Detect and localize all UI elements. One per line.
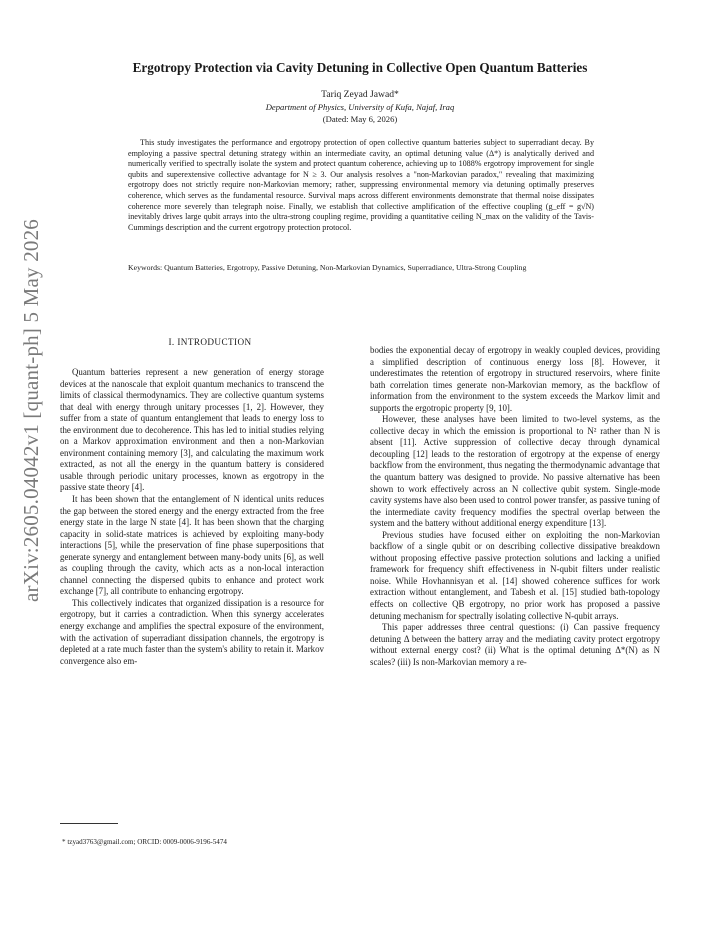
section-heading-introduction: I. INTRODUCTION bbox=[168, 337, 252, 347]
paragraph: This collectively indicates that organized dissipation is a resource for ergotropy, but it carries a contradiction. When this synergy accelerates energy exchange and amplifies the spectral exposure of the environment, with the activation of superradiant dissipation channels, the ergotropy is depleted at a rate much faster than the system's ability to retain it. Markov convergence also em- bbox=[60, 597, 324, 666]
date-line: (Dated: May 6, 2026) bbox=[322, 114, 398, 124]
paragraph: It has been shown that the entanglement of N identical units reduces the gap between the stored energy and the energy extracted from the free energy state in the large N state [4]. It has been shown that the charging capacity in solid-state matrices is achieved by exploiting many-body interactions [5], while the preservation of fine phase superpositions that generate synergy and entanglement between many-body units [6], as well as coupling through the cavity, which acts as a non-local interaction channel connecting the dispersed qubits to enhance and protect work exchange [7], all contribute to enhancing ergotropy. bbox=[60, 494, 324, 597]
arxiv-stamp-text: arXiv:2605.04042v1 [quant-ph] 5 May 2026 bbox=[19, 218, 44, 602]
paragraph: Quantum batteries represent a new generation of energy storage devices at the nanoscale that exploit quantum mechanics to transcend the limits of classical thermodynamics. They are collective quantum systems that deal with energy through unitary processes [1, 2]. However, they suffer from a state of quantum entanglement that leads to energy loss to the environment due to decoherence. This has led to initial studies relying on a Markov approximation environment and then a non-Markovian environment containing memory [3], and calculating the maximum work extracted, as not all the energy in the quantum battery is considered usable through periodic unitary processes, known as ergotropy in the passive state theory [4]. bbox=[60, 367, 324, 493]
paragraph: bodies the exponential decay of ergotropy in weakly coupled devices, providing a simplified description of continuous energy loss [8]. However, it underestimates the retention of ergotropy in structured reservoirs, where finite bath correlation times generate non-Markovian memory, as the backflow of information from the environment to the system exceeds the Markov limit and supports the ergotropic property [9, 10]. bbox=[370, 345, 660, 413]
arxiv-stamp bbox=[6, 160, 58, 660]
paragraph: Previous studies have focused either on exploiting the non-Markovian backflow of a single qubit or on describing collective dissipative breakdown without proposing effective passive protection solutions and lacking a unified framework for frequency shift effectiveness in N-qubit filters under realistic noise. While Hovhannisyan et al. [14] showed coherence suffices for work extraction without entanglement, and Tabesh et al. [15] studied bath-topology effects on collective QB ergotropy, no prior work has proposed a passive detuning mechanism for spectrally isolating collective N-qubit arrays. bbox=[370, 529, 660, 621]
author-name: Tariq Zeyad Jawad* bbox=[321, 89, 399, 100]
left-column bbox=[60, 367, 324, 667]
keywords: Keywords: Quantum Batteries, Ergotropy, Passive Detuning, Non-Markovian Dynamics, Superradiance, Ultra-Strong Coupling bbox=[128, 263, 527, 272]
footnote-rule bbox=[60, 823, 118, 824]
paragraph: This paper addresses three central questions: (i) Can passive frequency detuning Δ between the battery array and the mediating cavity protect ergotropy without external energy cost? (ii) What is the optimal detuning Δ*(N) as N scales? (iii) Is non-Markovian memory a re- bbox=[370, 622, 660, 667]
author-affiliation: Department of Physics, University of Kufa, Najaf, Iraq bbox=[265, 102, 455, 112]
footnote-email: * tzyad3763@gmail.com; ORCID: 0009-0006-9196-5474 bbox=[62, 838, 227, 846]
paragraph: However, these analyses have been limited to two-level systems, as the collective decay in which the emission is proportional to N² rather than N is absent [11]. Active suppression of collective decay through dynamical decoupling [12] leads to the restoration of ergotropy at the expense of energy backflow from the environment, thus negating the thermodynamic advantage that the quantum battery was designed to provide. No passive alternative has been shown to work effectively across an N collective qubit system. Single-mode cavity systems have also been used to control power transfer, as passive tuning of the intermediate cavity frequency modifies the spectral overlap between the system and the battery without additional energy expenditure [13]. bbox=[370, 414, 660, 529]
right-column bbox=[370, 345, 660, 668]
paper-title: Ergotropy Protection via Cavity Detuning in Collective Open Quantum Batteries bbox=[132, 60, 588, 75]
abstract: This study investigates the performance and ergotropy protection of open collective quantum batteries subject to superradiant decay. By employing a passive spectral detuning strategy within an intermediate cavity, an optimal detuning value (Δ*) is analytically derived and numerically verified to spectrally isolate the system and protect quantum coherence, achieving up to 1088% ergotropy improvement for single qubits and superextensive collective advantage for N ≥ 3. Our analysis resolves a "non-Markovian paradox," revealing that maximizing ergotropy does not strictly require non-Markovian memory; rather, suppressing environmental memory via detuning optimally preserves coherence, which serves as the fundamental resource. Survival maps across different environments demonstrate that thermal noise dissipates coherence more severely than telegraph noise. Finally, we establish that collective amplification of the effective coupling (g_eff = g√N) inevitably drives large qubit arrays into the ultra-strong coupling regime, providing a quantitative ceiling N_max on the validity of the Tavis-Cummings description and the current ergotropy protection protocol. bbox=[128, 138, 594, 232]
